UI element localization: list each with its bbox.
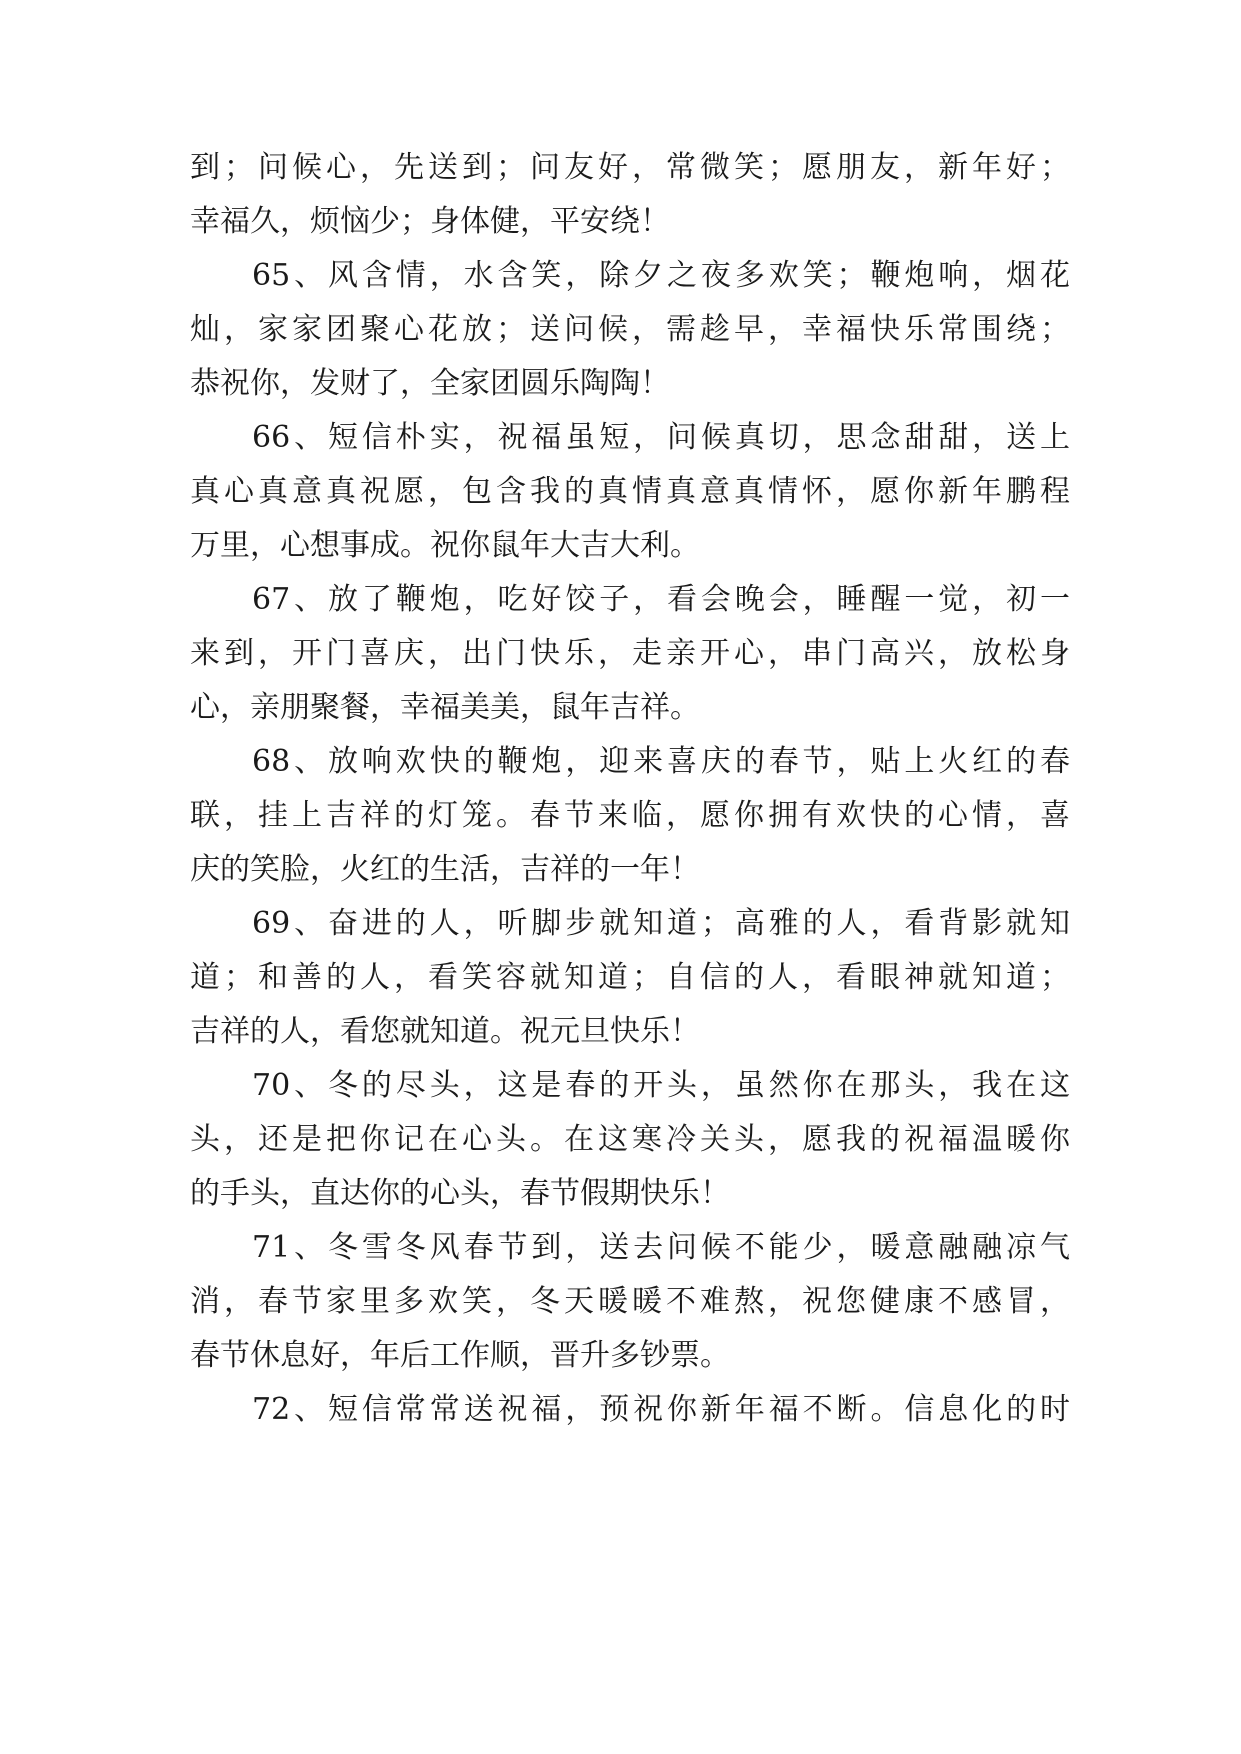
text-line: 灿，家家团聚心花放；送问候，需趁早，幸福快乐常围绕； <box>190 312 1070 347</box>
paragraph-start-65: 65、风含情，水含笑，除夕之夜多欢笑；鞭炮响，烟花 <box>252 258 1070 293</box>
paragraph-start-67: 67、放了鞭炮，吃好饺子，看会晚会，睡醒一觉，初一 <box>252 582 1070 617</box>
text-line: 万里，心想事成。祝你鼠年大吉大利。 <box>190 528 700 563</box>
text-line: 到；问候心，先送到；问友好，常微笑；愿朋友，新年好； <box>190 150 1070 185</box>
text-line: 的手头，直达你的心头，春节假期快乐！ <box>190 1176 730 1211</box>
text-line: 头，还是把你记在心头。在这寒冷关头，愿我的祝福温暖你 <box>190 1122 1070 1157</box>
paragraph-start-69: 69、奋进的人，听脚步就知道；高雅的人，看背影就知 <box>252 906 1070 941</box>
text-line: 道；和善的人，看笑容就知道；自信的人，看眼神就知道； <box>190 960 1070 995</box>
text-line: 庆的笑脸，火红的生活，吉祥的一年！ <box>190 852 700 887</box>
text-line: 真心真意真祝愿，包含我的真情真意真情怀，愿你新年鹏程 <box>190 474 1070 509</box>
text-line: 心，亲朋聚餐，幸福美美，鼠年吉祥。 <box>190 690 700 725</box>
text-line: 幸福久，烦恼少；身体健，平安绕！ <box>190 204 670 239</box>
paragraph-start-72: 72、短信常常送祝福，预祝你新年福不断。信息化的时 <box>252 1392 1070 1427</box>
text-line: 消，春节家里多欢笑，冬天暖暖不难熬，祝您健康不感冒， <box>190 1284 1070 1319</box>
paragraph-start-71: 71、冬雪冬风春节到，送去问候不能少，暖意融融凉气 <box>252 1230 1070 1265</box>
paragraph-start-66: 66、短信朴实，祝福虽短，问候真切，思念甜甜，送上 <box>252 420 1070 455</box>
text-line: 春节休息好，年后工作顺，晋升多钞票。 <box>190 1338 730 1373</box>
paragraph-start-68: 68、放响欢快的鞭炮，迎来喜庆的春节，贴上火红的春 <box>252 744 1070 779</box>
text-line: 恭祝你，发财了，全家团圆乐陶陶！ <box>190 366 670 401</box>
text-line: 吉祥的人，看您就知道。祝元旦快乐！ <box>190 1014 700 1049</box>
text-line: 联，挂上吉祥的灯笼。春节来临，愿你拥有欢快的心情，喜 <box>190 798 1070 833</box>
paragraph-start-70: 70、冬的尽头，这是春的开头，虽然你在那头，我在这 <box>252 1068 1070 1103</box>
text-line: 来到，开门喜庆，出门快乐，走亲开心，串门高兴，放松身 <box>190 636 1070 671</box>
